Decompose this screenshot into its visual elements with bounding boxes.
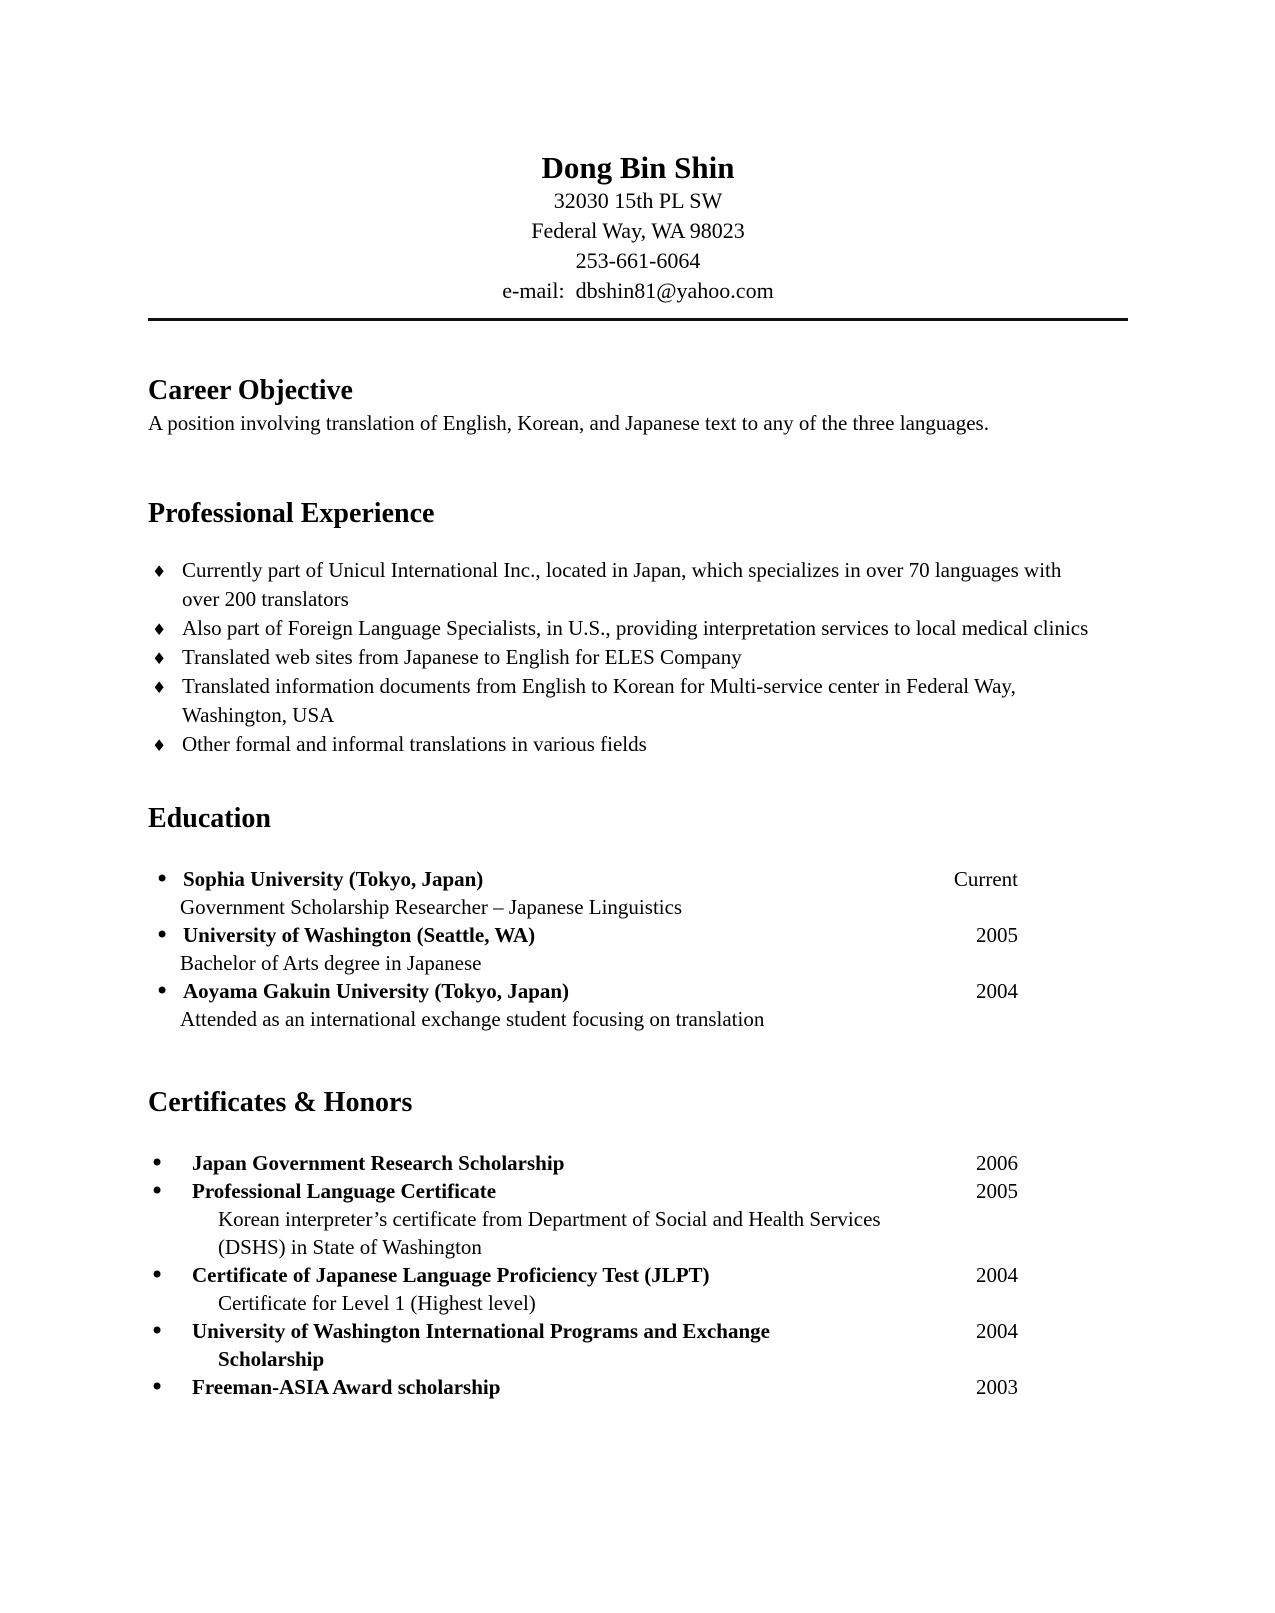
circle-bullet-icon: • bbox=[155, 865, 170, 893]
certificate-date: 2006 bbox=[976, 1151, 1018, 1175]
experience-item-text: Currently part of Unicul International Inc., located in Japan, which specializes in over 70 languages with over 200 translators bbox=[182, 558, 1062, 611]
education-school: Sophia University (Tokyo, Japan) bbox=[183, 867, 484, 891]
diamond-bullet-icon: ♦ bbox=[152, 649, 167, 668]
experience-item bbox=[148, 614, 1098, 643]
education-detail: Government Scholarship Researcher – Japanese Linguistics bbox=[180, 895, 683, 919]
section-education bbox=[148, 801, 1128, 1033]
experience-item-text: Translated information documents from English to Korean for Multi-service center in Federal Way, Washington, USA bbox=[182, 674, 1016, 727]
certificate-title: Japan Government Research Scholarship bbox=[192, 1151, 565, 1175]
education-detail: Bachelor of Arts degree in Japanese bbox=[180, 951, 482, 975]
certificate-title: Freeman-ASIA Award scholarship bbox=[192, 1375, 501, 1399]
certificate-title: Professional Language Certificate bbox=[192, 1179, 497, 1203]
phone-number: 253-661-6064 bbox=[575, 248, 701, 273]
experience-item bbox=[148, 730, 1098, 759]
certificate-detail: Korean interpreter’s certificate from Department of Social and Health Services (DSHS) in State of Washington bbox=[218, 1207, 881, 1259]
section-professional-experience bbox=[148, 496, 1128, 759]
certificate-title: University of Washington International Programs and Exchange Scholarship bbox=[192, 1319, 770, 1371]
diamond-bullet-icon: ♦ bbox=[152, 562, 167, 581]
certificate-entry bbox=[148, 1149, 1128, 1177]
certificate-date: 2005 bbox=[976, 1179, 1018, 1203]
education-school: University of Washington (Seattle, WA) bbox=[183, 923, 536, 947]
education-detail: Attended as an international exchange student focusing on translation bbox=[180, 1007, 765, 1031]
circle-bullet-icon: • bbox=[150, 1149, 165, 1177]
education-entry bbox=[148, 921, 1128, 949]
circle-bullet-icon: • bbox=[155, 921, 170, 949]
education-heading: Education bbox=[148, 803, 271, 834]
education-list bbox=[148, 865, 1128, 1033]
circle-bullet-icon: • bbox=[150, 1373, 165, 1401]
certificate-detail: Certificate for Level 1 (Highest level) bbox=[218, 1291, 536, 1315]
diamond-bullet-icon: ♦ bbox=[152, 620, 167, 639]
professional-experience-heading: Professional Experience bbox=[148, 498, 435, 529]
certificate-date: 2004 bbox=[976, 1319, 1018, 1343]
email-address: e-mail: dbshin81@yahoo.com bbox=[502, 278, 774, 303]
contact-header bbox=[148, 0, 1128, 306]
certificate-entry bbox=[148, 1261, 1128, 1289]
diamond-bullet-icon: ♦ bbox=[152, 736, 167, 755]
person-name: Dong Bin Shin bbox=[541, 150, 735, 185]
circle-bullet-icon: • bbox=[150, 1317, 165, 1345]
career-objective-heading: Career Objective bbox=[148, 375, 353, 406]
certificates-honors-heading: Certificates & Honors bbox=[148, 1087, 413, 1118]
city-state-zip: Federal Way, WA 98023 bbox=[531, 218, 745, 243]
experience-list bbox=[148, 556, 1128, 759]
education-date: 2005 bbox=[976, 923, 1018, 947]
certificate-date: 2004 bbox=[976, 1263, 1018, 1287]
experience-item bbox=[148, 672, 1098, 730]
career-objective-text: A position involving translation of English, Korean, and Japanese text to any of the three languages. bbox=[148, 411, 989, 435]
certificate-entry bbox=[148, 1373, 1128, 1401]
education-entry bbox=[148, 865, 1128, 893]
diamond-bullet-icon: ♦ bbox=[152, 678, 167, 697]
experience-item-text: Translated web sites from Japanese to English for ELES Company bbox=[182, 645, 742, 669]
certificate-entry bbox=[148, 1177, 1128, 1205]
certificates-list bbox=[148, 1149, 1128, 1401]
experience-item-text: Other formal and informal translations in various fields bbox=[182, 732, 647, 756]
certificate-date: 2003 bbox=[976, 1375, 1018, 1399]
certificate-title: Certificate of Japanese Language Proficiency Test (JLPT) bbox=[192, 1263, 710, 1287]
education-school: Aoyama Gakuin University (Tokyo, Japan) bbox=[183, 979, 570, 1003]
circle-bullet-icon: • bbox=[150, 1261, 165, 1289]
section-certificates-honors bbox=[148, 1085, 1128, 1401]
education-date: Current bbox=[953, 867, 1018, 891]
experience-item-text: Also part of Foreign Language Specialists, in U.S., providing interpretation services to local medical clinics bbox=[182, 616, 1089, 640]
circle-bullet-icon: • bbox=[150, 1177, 165, 1205]
street-address: 32030 15th PL SW bbox=[553, 188, 723, 213]
resume-content bbox=[148, 0, 1128, 1401]
education-entry bbox=[148, 977, 1128, 1005]
education-date: 2004 bbox=[976, 979, 1018, 1003]
experience-item bbox=[148, 643, 1098, 672]
header-divider bbox=[148, 318, 1128, 321]
circle-bullet-icon: • bbox=[155, 977, 170, 1005]
experience-item bbox=[148, 556, 1098, 614]
certificate-entry bbox=[148, 1317, 1128, 1373]
section-career-objective bbox=[148, 373, 1128, 438]
